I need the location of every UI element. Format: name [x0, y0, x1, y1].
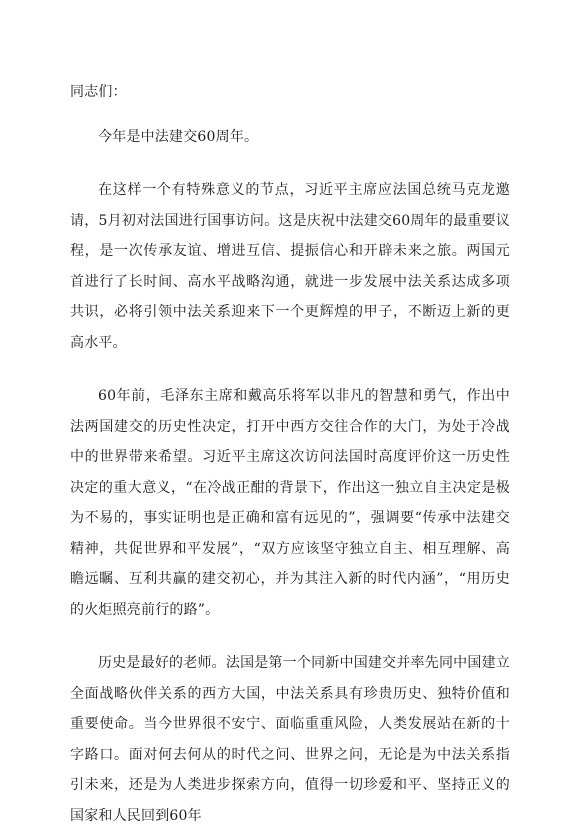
paragraph-3: 60年前，毛泽东主席和戴高乐将军以非凡的智慧和勇气，作出中法两国建交的历史性决定，打开中西方交往合作的大门，为处于冷战中的世界带来希望。习近平主席这次访问法国时高度评价这一历史性决定的重大意义，“在冷战正酣的背景下，作出这一独立自主决定是极为不易的，事实证明也是正确和富有远见的”，强调要“传承中法建交精神，共促世界和平发展”，“双方应该坚守独立自主、相互理解、高瞻远瞩、互利共赢的建交初心，并为其注入新的时代内涵”，“用历史的火炬照亮前行的路”。 [70, 388, 510, 618]
document-body [70, 77, 510, 831]
salutation: 同志们： [70, 84, 127, 100]
paragraph-2: 在这样一个有特殊意义的节点，习近平主席应法国总统马克龙邀请，5月初对法国进行国事访问。这是庆祝中法建交60周年的最重要议程，是一次传承友谊、增进互信、提振信心和开辟未来之旅。两国元首进行了长时间、高水平战略沟通，就进一步发展中法关系达成多项共识，必将引领中法关系迎来下一个更辉煌的甲子，不断迈上新的更高水平。 [70, 182, 510, 351]
paragraph-4: 历史是最好的老师。法国是第一个同新中国建交并率先同中国建立全面战略伙伴关系的西方大国，中法关系具有珍贵历史、独特价值和重要使命。当今世界很不安宁、面临重重风险，人类发展站在新的十字路口。面对何去何从的时代之问、世界之问，无论是为中法关系指引未来，还是为人类进步探索方向，值得一切珍爱和平、坚持正义的国家和人民回到60年 [70, 655, 510, 824]
paragraph-1: 今年是中法建交60周年。 [98, 128, 259, 145]
